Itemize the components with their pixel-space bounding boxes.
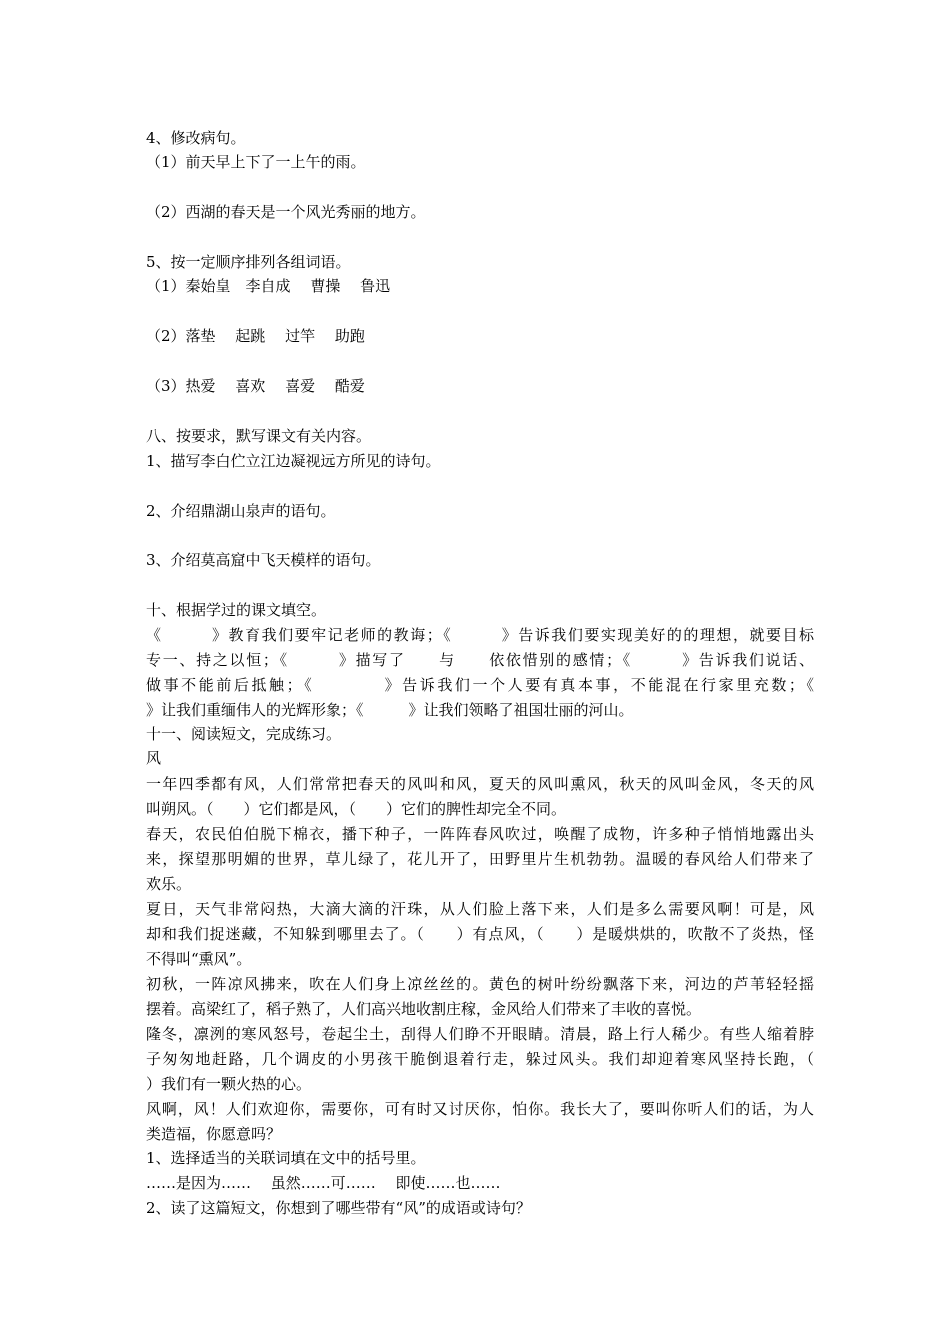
text-line: ）我们有一颗火热的心。: [146, 1075, 312, 1093]
text-line: 专一、持之以恒；《 》描写了 与 依依惜别的感情；《 》告诉我们说话、: [146, 651, 814, 669]
text-line: 2、介绍鼎湖山泉声的语句。: [146, 502, 336, 520]
text-line: 却和我们捉迷藏，不知躲到哪里去了。（ ）有点风，（ ）是暖烘烘的，吹散不了炎热，怪: [146, 925, 814, 943]
text-line: 5、按一定顺序排列各组词语。: [146, 253, 351, 271]
text-line: 一年四季都有风，人们常常把春天的风叫和风，夏天的风叫熏风，秋天的风叫金风，冬天的风: [146, 775, 814, 793]
text-line: 4、修改病句。: [146, 129, 246, 147]
text-line: 摆着。高梁红了，稻子熟了，人们高兴地收割庄稼，金风给人们带来了丰收的喜悦。: [146, 1000, 702, 1018]
text-line: 3、介绍莫高窟中飞天模样的语句。: [146, 551, 381, 569]
text-line: 隆冬，凛洌的寒风怒号，卷起尘土，刮得人们睁不开眼睛。清晨，路上行人稀少。有些人缩着脖: [146, 1025, 814, 1043]
text-line: 叫朔风。（ ）它们都是风，（ ）它们的脾性却完全不同。: [146, 800, 567, 818]
text-line: 《 》教育我们要牢记老师的教诲；《 》告诉我们要实现美好的的理想，就要目标: [146, 626, 814, 644]
text-line: 子匆匆地赶路，几个调皮的小男孩干脆倒退着行走，躲过风头。我们却迎着寒风坚持长跑，（: [146, 1050, 814, 1068]
text-line: 1、描写李白伫立江边凝视远方所见的诗句。: [146, 452, 441, 470]
text-line: 做事不能前后抵触；《 》告诉我们一个人要有真本事，不能混在行家里充数；《: [146, 676, 814, 694]
text-line: （3）热爱 喜欢 喜爱 酷爱: [146, 377, 365, 395]
text-line: （1）秦始皇 李自成 曹操 鲁迅: [146, 277, 391, 295]
text-line: 十一、阅读短文，完成练习。: [146, 725, 342, 743]
text-line: （2）落垫 起跳 过竿 助跑: [146, 327, 365, 345]
text-line: 2、读了这篇短文，你想到了哪些带有“风”的成语或诗句？: [146, 1199, 531, 1217]
text-line: （2）西湖的春天是一个风光秀丽的地方。: [146, 203, 426, 221]
text-line: 风: [146, 749, 162, 767]
text-line: 》让我们重缅伟人的光辉形象；《 》让我们领略了祖国壮丽的河山。: [146, 701, 634, 719]
text-line: 初秋，一阵凉风拂来，吹在人们身上凉丝丝的。黄色的树叶纷纷飘落下来，河边的芦苇轻轻摇: [146, 975, 814, 993]
text-line: 来，探望那明媚的世界，草儿绿了，花儿开了，田野里片生机勃勃。温暖的春风给人们带来了: [146, 850, 814, 868]
text-line: 不得叫“熏风”。: [146, 950, 252, 968]
text-line: 十、根据学过的课文填空。: [146, 601, 327, 619]
text-line: ……是因为…… 虽然……可…… 即使……也……: [146, 1174, 501, 1192]
text-line: 春天，农民伯伯脱下棉衣，播下种子，一阵阵春风吹过，唤醒了成物，许多种子悄悄地露出头: [146, 825, 814, 843]
text-line: 1、选择适当的关联词填在文中的括号里。: [146, 1149, 426, 1167]
text-line: 夏日，天气非常闷热，大滴大滴的汗珠，从人们脸上落下来，人们是多么需要风啊！可是，风: [146, 900, 814, 918]
text-line: 欢乐。: [146, 875, 192, 893]
text-line: 八、按要求，默写课文有关内容。: [146, 427, 372, 445]
text-line: （1）前天早上下了一上午的雨。: [146, 153, 366, 171]
text-line: 类造福，你愿意吗？: [146, 1125, 282, 1143]
text-line: 风啊，风！人们欢迎你，需要你，可有时又讨厌你，怕你。我长大了，要叫你听人们的话，为人: [146, 1100, 814, 1118]
